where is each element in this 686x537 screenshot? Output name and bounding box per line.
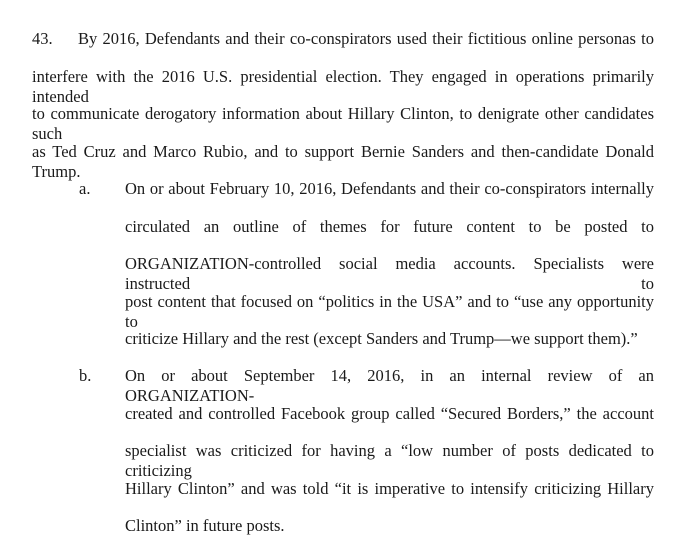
subparagraph-line: ORGANIZATION-controlled social media accounts. Specialists were instructed to bbox=[125, 254, 654, 293]
subparagraph-line: On or about February 10, 2016, Defendants and their co-conspirators internally bbox=[125, 179, 654, 198]
subparagraph-line: Clinton” in future posts. bbox=[125, 516, 285, 535]
subparagraph-line: circulated an outline of themes for future content to be posted to bbox=[125, 217, 654, 236]
subparagraph-line: created and controlled Facebook group called “Secured Borders,” the account bbox=[125, 404, 654, 423]
paragraph-number: 43. bbox=[32, 29, 53, 48]
subparagraph-marker: b. bbox=[79, 366, 92, 385]
subparagraph-line: post content that focused on “politics in the USA” and to “use any opportunity to bbox=[125, 292, 654, 331]
subparagraph-line: On or about September 14, 2016, in an internal review of an ORGANIZATION- bbox=[125, 366, 654, 405]
subparagraph-line: specialist was criticized for having a “low number of posts dedicated to criticizing bbox=[125, 441, 654, 480]
subparagraph-line: criticize Hillary and the rest (except Sanders and Trump—we support them).” bbox=[125, 329, 638, 348]
paragraph-line: as Ted Cruz and Marco Rubio, and to support Bernie Sanders and then-candidate Donald Trump. bbox=[32, 142, 654, 181]
subparagraph-line: Hillary Clinton” and was told “it is imperative to intensify criticizing Hillary bbox=[125, 479, 654, 498]
subparagraph-marker: a. bbox=[79, 179, 91, 198]
paragraph-line: interfere with the 2016 U.S. presidential election. They engaged in operations primarily intended bbox=[32, 67, 654, 106]
paragraph-line: By 2016, Defendants and their co-conspirators used their fictitious online personas to bbox=[78, 29, 654, 48]
paragraph-line: to communicate derogatory information about Hillary Clinton, to denigrate other candidates such bbox=[32, 104, 654, 143]
